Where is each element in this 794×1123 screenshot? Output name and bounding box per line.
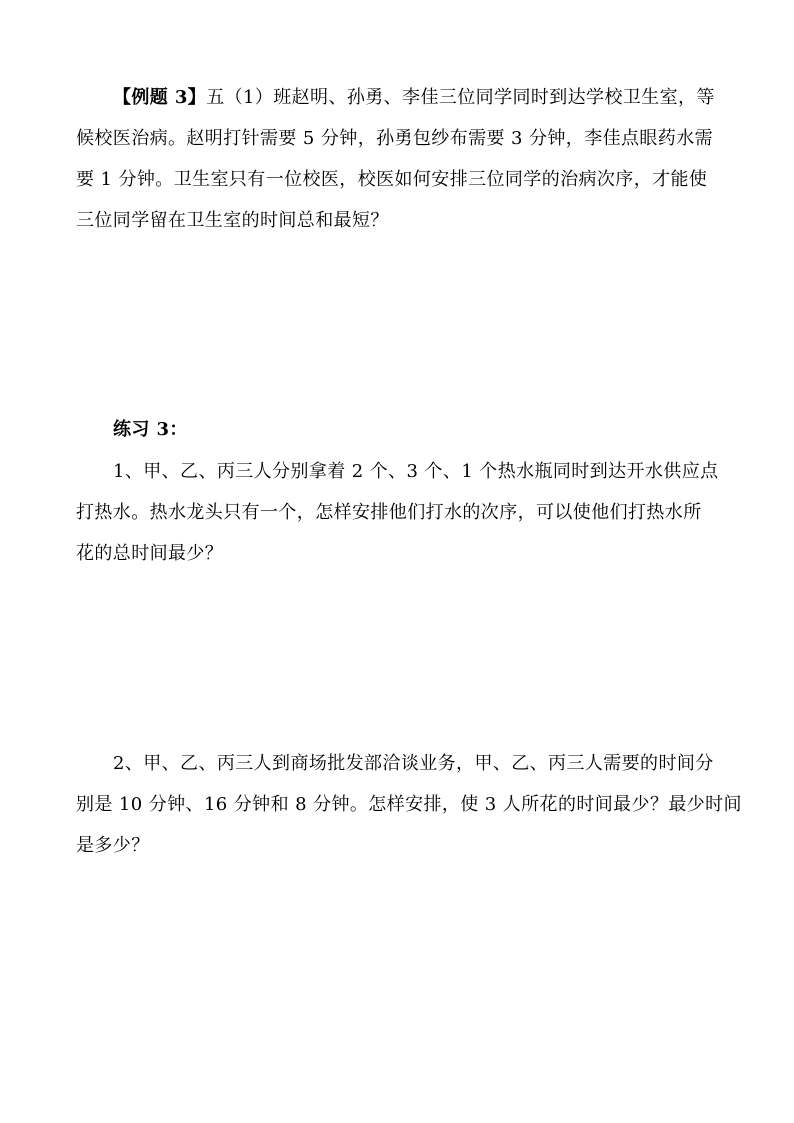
example-line-2: 候校医治病。赵明打针需要 5 分钟，孙勇包纱布需要 3 分钟，李佳点眼药水需 [76,128,713,149]
practice-question-1 [76,451,726,574]
q1-line-1: 1、甲、乙、丙三人分别拿着 2 个、3 个、1 个热水瓶同时到达开水供应点 [113,461,719,482]
practice-question-2 [76,743,742,866]
practice-heading-block [76,409,726,450]
q1-line-2: 打热水。热水龙头只有一个，怎样安排他们打水的次序，可以使他们打热水所 [76,502,702,523]
example-line-4: 三位同学留在卫生室的时间总和最短？ [76,210,389,231]
practice-heading: 练习 3： [113,419,188,440]
example-line-3: 要 1 分钟。卫生室只有一位校医，校医如何安排三位同学的治病次序，才能使 [76,169,708,190]
q2-line-3: 是多少？ [76,835,150,856]
q2-line-1: 2、甲、乙、丙三人到商场批发部洽谈业务，甲、乙、丙三人需要的时间分 [113,753,714,774]
q1-line-3: 花的总时间最少？ [76,543,224,564]
q2-line-2: 别是 10 分钟、16 分钟和 8 分钟。怎样安排，使 3 人所花的时间最少？最少时间 [76,794,742,815]
example-line-1 [76,77,726,118]
example-text-1: 五（1）班赵明、孙勇、李佳三位同学同时到达学校卫生室，等 [206,87,715,108]
example-problem [76,77,726,241]
example-label: 【例题 3】 [113,87,207,108]
